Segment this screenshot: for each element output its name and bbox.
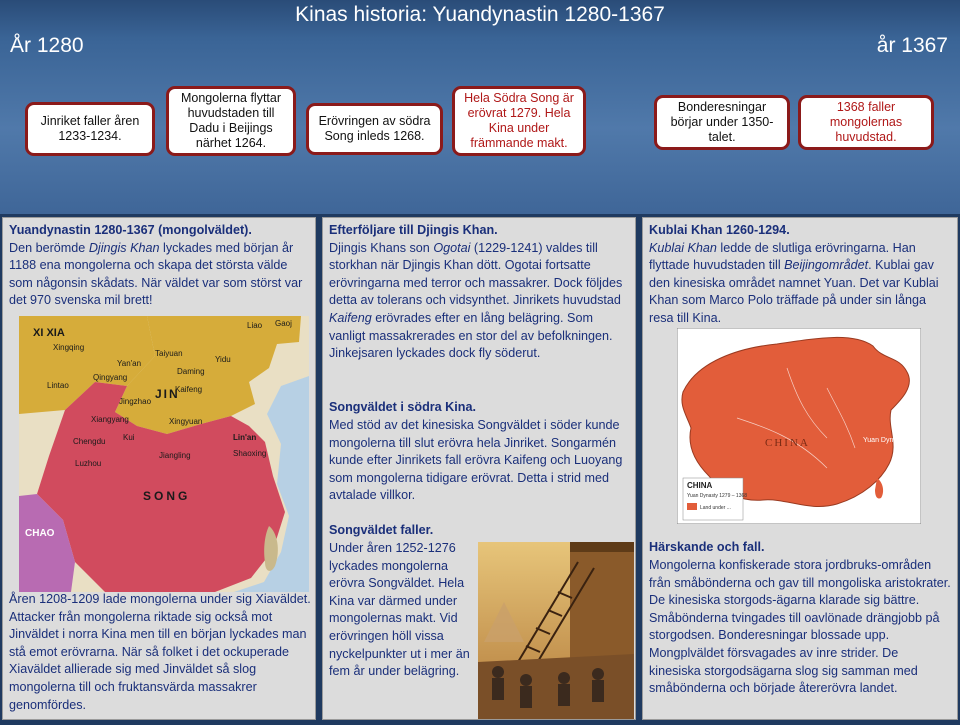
successors-paragraph: Djingis Khans son Ogotai (1229-1241) valdes till storkhan när Djingis Khan dött. Ogotai fortsatte erövringarna med terror och massakrer. Dock följdes detta av tolerans och vidsynthet. Jinrikets huvudstad Kaifeng erövrades efter en lång belägring. Som vanligt massakrerades en stor del av befolkningen. Jinkejsaren lyckades dock fly söderut.	[329, 240, 623, 361]
intro-paragraph: Den berömde Djingis Khan lyckades med början år 1188 ena mongolerna och skapa det största välde som någonsin skådats. När väldet var som störst var det 970 svenska mil brett!	[9, 240, 303, 308]
siege-painting	[478, 542, 634, 719]
map-label-song: SONG	[143, 489, 191, 503]
panel-kublai	[642, 217, 958, 720]
yuan-map	[677, 328, 921, 524]
section-heading: Songväldet faller.	[329, 523, 434, 537]
section-heading: Kublai Khan 1260-1294.	[649, 223, 790, 237]
panel-successors	[322, 217, 636, 720]
map-label-chengdu: Chengdu	[73, 437, 106, 446]
timeline-event-6: 1368 faller mongolernas huvudstad.	[798, 95, 934, 150]
song-fall-paragraph: Under åren 1252-1276 lyckades mongolerna erövra Songväldet. Hela Kina var därmed under mongolernas makt. Vid erövringen höll vissa nyckelpunkter ut i mer än fem år under belägring.	[329, 541, 470, 679]
map-label-jin: JIN	[155, 387, 180, 401]
year-start-label: År 1280	[10, 34, 84, 57]
song-paragraph: Med stöd av det kinesiska Songväldet i söder kunde mongolerna till slut erövra hela Jinriket. Songarmén kunde efter Jinrikets fall erövra Kaifeng och Luoyang som mongolerna tidigare erövrat. Detta i strid med avtalade villkor.	[329, 418, 623, 503]
timeline-event-5: Bonderesningar börjar under 1350-talet.	[654, 95, 790, 150]
map-label-chao: CHAO	[25, 528, 55, 539]
map-label-lintao: Lintao	[47, 381, 69, 390]
timeline-event-2: Mongolerna flyttar huvudstaden till Dadu i Beijings närhet 1264.	[166, 86, 296, 156]
map-label-qingyang: Qingyang	[93, 373, 128, 382]
xia-paragraph: Åren 1208-1209 lade mongolerna under sig Xiaväldet. Attacker från mongolerna riktade sig också mot Jinväldet i norra Kina men till en början lyckades man stå emot erövrarna. När så folket i det ockuperade Xiaväldet allierade sig med Jinväldet så slog mongolerna till och fruktansvärda massakrer genomfördes.	[9, 592, 311, 712]
fall-paragraph: Mongolerna konfiskerade stora jordbruks-områden från småbönderna och gav till mongoliska aristokrater. De kinesiska storgods-ägarna klarade sig bättre. Småbönderna tvingades till oavlönade drängjobb på storgodsen. Bonderesningar blossade upp. Mongplväldet försvagades av inre strider. De kinesiska storgodsägarna slog sig samman med småbönderna och började återerövra landet.	[649, 558, 951, 696]
kublai-paragraph: Kublai Khan ledde de slutliga erövringarna. Han flyttade huvudstaden till Beijingområdet. Kublai gav den kinesiska området namnet Yuan. Det var Kublai Khan som Marco Polo träffade på under sin långa resa till Kina.	[649, 240, 939, 325]
map-label-gaoj: Gaoj	[275, 319, 292, 328]
song-jin-map	[19, 316, 309, 592]
year-end-label: år 1367	[876, 34, 948, 57]
map-label-yuan: Yuan Dynasty	[863, 437, 907, 444]
page-title: Kinas historia: Yuandynastin 1280-1367	[295, 3, 665, 26]
timeline-event-3: Erövringen av södra Song inleds 1268.	[306, 103, 443, 155]
section-heading: Songväldet i södra Kina.	[329, 400, 476, 414]
map-label-jingzhao: Jingzhao	[119, 397, 152, 406]
legend-title: CHINA	[687, 481, 713, 490]
section-heading: Yuandynastin 1280-1367 (mongolväldet).	[9, 223, 252, 237]
map-label-china: CHINA	[765, 437, 810, 449]
map-label-luzhou: Luzhou	[75, 459, 102, 468]
legend-item: Land under ...	[700, 505, 731, 511]
timeline-event-4: Hela Södra Song är erövrat 1279. Hela Kina under främmande makt.	[452, 86, 586, 156]
map-label-xiangyang: Xiangyang	[91, 415, 129, 424]
map-label-xingqing: Xingqing	[53, 343, 85, 352]
map-label-xingyuan: Xingyuan	[169, 417, 203, 426]
map-label-yidu: Yidu	[215, 355, 231, 364]
map-label-linan: Lin'an	[233, 433, 257, 442]
map-label-shaoxing: Shaoxing	[233, 449, 267, 458]
map-label-daming: Daming	[177, 367, 205, 376]
panel-yuan-intro	[2, 217, 316, 720]
map-label-taiyuan: Taiyuan	[155, 349, 183, 358]
map-label-kui: Kui	[123, 433, 135, 442]
map-label-jiangling: Jiangling	[159, 451, 191, 460]
map-label-yanan: Yan'an	[117, 359, 142, 368]
map-label-kaifeng: Kaifeng	[175, 385, 203, 394]
legend-subtitle: Yuan Dynasty 1279 – 1368	[687, 493, 748, 499]
timeline-header	[0, 0, 960, 214]
section-heading: Härskande och fall.	[649, 540, 765, 554]
map-label-xixia: XI XIA	[33, 327, 65, 339]
map-label-liao: Liao	[247, 321, 263, 330]
section-heading: Efterföljare till Djingis Khan.	[329, 223, 498, 237]
timeline-event-1: Jinriket faller åren 1233-1234.	[25, 102, 155, 156]
